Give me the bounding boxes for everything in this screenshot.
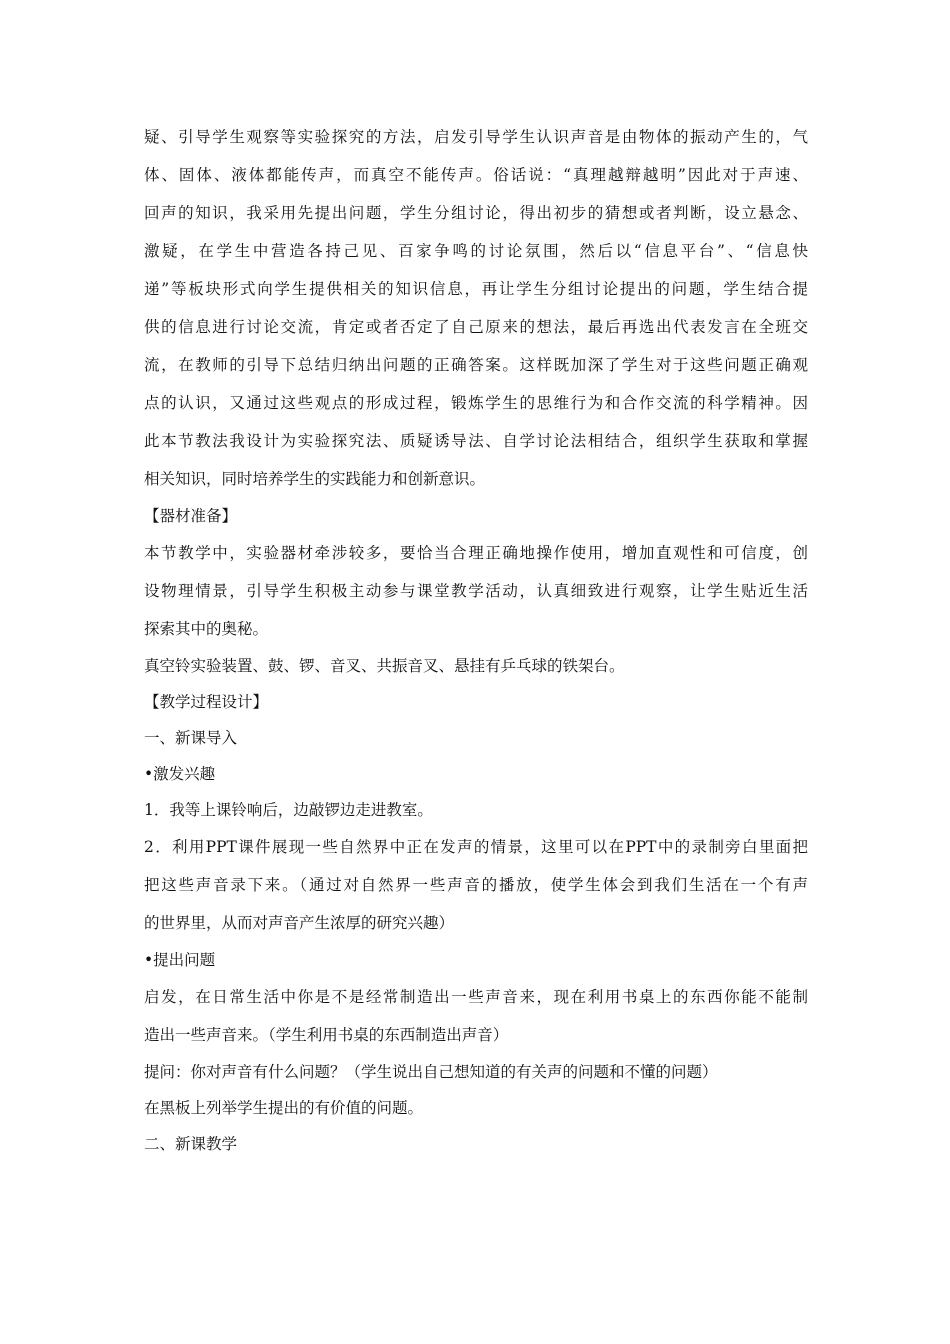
step-item-2 [144, 828, 808, 942]
paragraph-line: 相关知识，同时培养学生的实践能力和创新意识。 [144, 470, 486, 488]
paragraph-line: 把这些声音录下来。（通过对自然界一些声音的播放，使学生体会到我们生活在一个有声 [144, 876, 808, 894]
equipment-list: 真空铃实验装置、鼓、锣、音叉、共振音叉、悬挂有乒乓球的铁架台。 [144, 657, 625, 675]
paragraph-line: 设物理情景，引导学生积极主动参与课堂教学活动，认真细致进行观察，让学生贴近生活 [144, 582, 808, 600]
paragraph-line: 回声的知识，我采用先提出问题，学生分组讨论，得出初步的猜想或者判断，设立悬念、 [144, 204, 808, 222]
paragraph-line: 疑、引导学生观察等实验探究的方法，启发引导学生认识声音是由物体的振动产生的，气 [144, 128, 808, 146]
part2-title: 二、新课教学 [144, 1135, 238, 1153]
paragraph-line: 本节教学中，实验器材牵涉较多，要恰当合理正确地操作使用，增加直观性和可信度，创 [144, 544, 808, 562]
equipment-heading: 【器材准备】 [144, 507, 238, 525]
paragraph-line: 点的认识，又通过这些观点的形成过程，锻炼学生的思维行为和合作交流的科学精神。因 [144, 394, 808, 412]
paragraph-line: 的世界里，从而对声音产生浓厚的研究兴趣） [144, 914, 455, 932]
paragraph-line: 探索其中的奥秘。 [144, 620, 269, 638]
process-heading: 【教学过程设计】 [144, 693, 269, 711]
bullet-raise-questions: •提出问题 [144, 951, 216, 969]
teaching-method-paragraph [144, 118, 808, 498]
bullet-arouse-interest: •激发兴趣 [144, 765, 216, 783]
paragraph-line: 体、固体、液体都能传声，而真空不能传声。俗话说：“真理越辩越明”因此对于声速、 [144, 166, 808, 184]
part1-title: 一、新课导入 [144, 729, 238, 747]
paragraph-line: 流，在教师的引导下总结归纳出问题的正确答案。这样既加深了学生对于这些问题正确观 [144, 356, 808, 374]
paragraph-line: 造出一些声音来。（学生利用书桌的东西制造出声音） [144, 1026, 509, 1044]
inspire-paragraph [144, 978, 808, 1054]
blackboard-line: 在黑板上列举学生提出的有价值的问题。 [144, 1099, 424, 1117]
document-body [144, 118, 808, 1162]
paragraph-line: 2．利用PPT课件展现一些自然界中正在发声的情景，这里可以在PPT中的录制旁白里面把 [144, 838, 808, 856]
paragraph-line: 此本节教法我设计为实验探究法、质疑诱导法、自学讨论法相结合，组织学生获取和掌握 [144, 432, 808, 450]
paragraph-line: 激疑，在学生中营造各持己见、百家争鸣的讨论氛围，然后以“信息平台”、“信息快 [144, 242, 808, 260]
paragraph-line: 启发，在日常生活中你是不是经常制造出一些声音来，现在利用书桌上的东西你能不能制 [144, 988, 808, 1006]
paragraph-line: 递”等板块形式向学生提供相关的知识信息，再让学生分组讨论提出的问题，学生结合提 [144, 280, 808, 298]
question-line: 提问：你对声音有什么问题？（学生说出自己想知道的有关声的问题和不懂的问题） [144, 1063, 718, 1081]
equipment-paragraph [144, 534, 808, 648]
step-item-1: 1．我等上课铃响后，边敲锣边走进教室。 [144, 801, 433, 819]
paragraph-line: 供的信息进行讨论交流，肯定或者否定了自己原来的想法，最后再选出代表发言在全班交 [144, 318, 808, 336]
